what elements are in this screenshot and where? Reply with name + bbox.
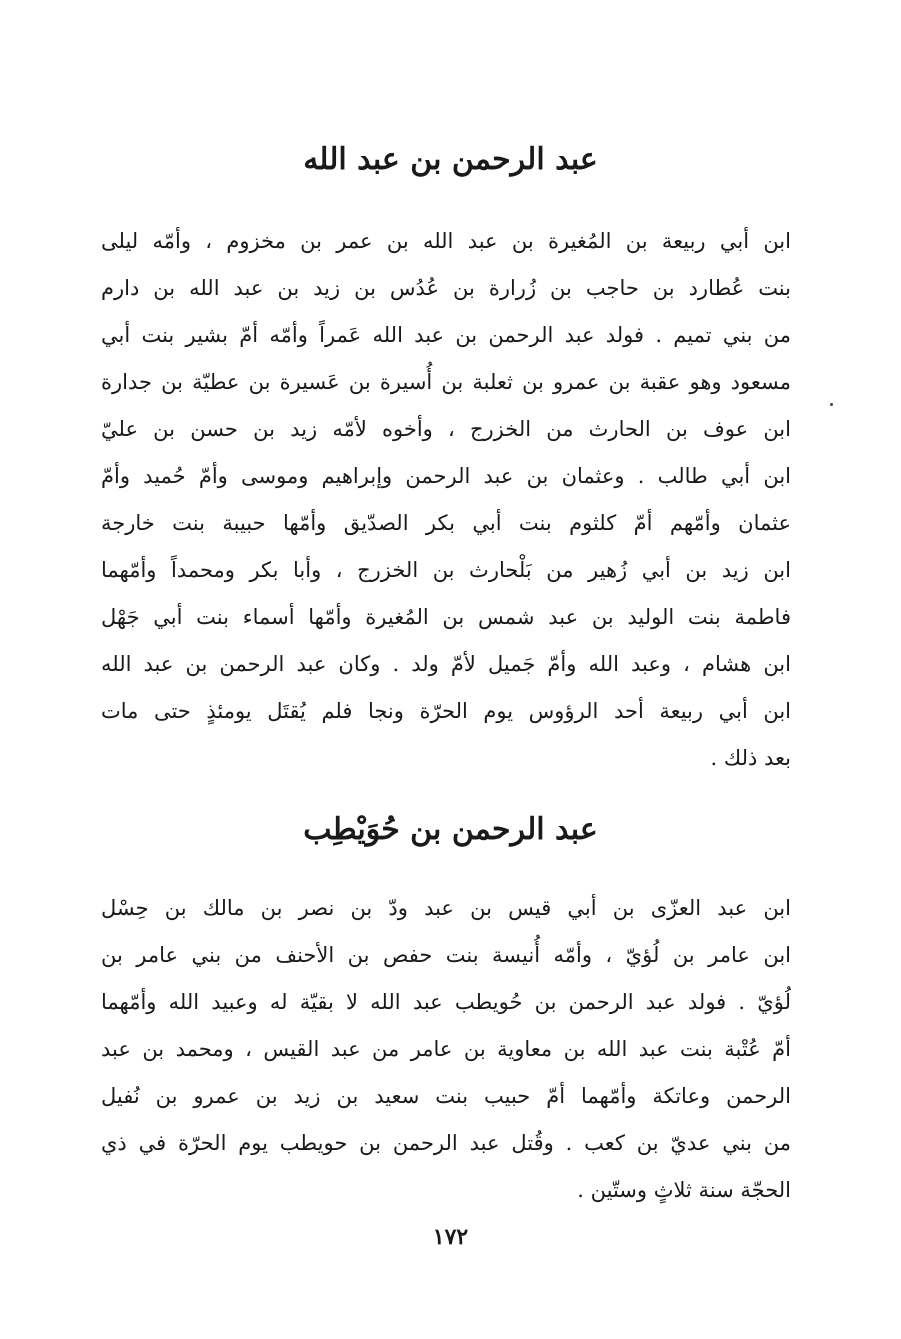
section-body-1 xyxy=(101,218,791,782)
text-line: فاطمة بنت الوليد بن عبد شمس بن المُغيرة وأمّها أسماء بنت أبي جَهْل xyxy=(101,605,791,629)
section-body-2 xyxy=(101,885,791,1214)
page-number: ١٧٢ xyxy=(432,1224,469,1250)
section-title-1: عبد الرحمن بن عبد الله xyxy=(303,142,598,177)
text-line: بعد ذلك . xyxy=(710,746,791,770)
text-line: ابن عامر بن لُؤيّ ، وأمّه أُنيسة بنت حفص بن الأحنف من بني عامر بن xyxy=(101,943,791,967)
text-line: الرحمن وعاتكة وأمّهما أمّ حبيب بنت سعيد بن زيد بن عمرو بن نُفيل xyxy=(101,1084,791,1108)
text-line: ابن هشام ، وعبد الله وأمّ جَميل لأمّ ولد . وكان عبد الرحمن بن عبد الله xyxy=(101,652,791,676)
text-line: ابن زيد بن أبي زُهير من بَلْحارث بن الخزرج ، وأبا بكر ومحمداً وأمّهما xyxy=(101,558,791,582)
text-line: ابن عبد العزّى بن أبي قيس بن عبد ودّ بن نصر بن مالك بن حِسْل xyxy=(101,896,791,920)
text-line: ابن أبي ربيعة بن المُغيرة بن عبد الله بن عمر بن مخزوم ، وأمّه ليلى xyxy=(101,229,791,253)
margin-mark xyxy=(830,403,833,406)
text-line: ابن عوف بن الحارث من الخزرج ، وأخوه لأمّه زيد بن حسن بن عليّ xyxy=(101,417,791,441)
text-line: ابن أبي طالب . وعثمان بن عبد الرحمن وإبراهيم وموسى وأمّ حُميد وأمّ xyxy=(101,464,791,488)
text-line: الحجّة سنة ثلاثٍ وستّين . xyxy=(577,1178,791,1202)
text-line: من بني تميم . فولد عبد الرحمن بن عبد الله عَمراً وأمّه أمّ بشير بنت أبي xyxy=(101,323,791,347)
text-line: عثمان وأمّهم أمّ كلثوم بنت أبي بكر الصدّيق وأمّها حبيبة بنت خارجة xyxy=(101,511,791,535)
text-line: لُؤيّ . فولد عبد الرحمن بن حُويطب عبد الله لا بقيّة له وعبيد الله وأمّهما xyxy=(101,990,791,1014)
text-line: بنت عُطارد بن حاجب بن زُرارة بن عُدُس بن زيد بن عبد الله بن دارم xyxy=(101,276,791,300)
text-line: أمّ عُتْبة بنت عبد الله بن معاوية بن عامر من عبد القيس ، ومحمد بن عبد xyxy=(101,1037,791,1061)
text-line: ابن أبي ربيعة أحد الرؤوس يوم الحرّة ونجا فلم يُقتَل يومئذٍ حتى مات xyxy=(101,699,791,723)
section-title-2: عبد الرحمن بن حُوَيْطِب xyxy=(303,812,598,847)
text-line: من بني عديّ بن كعب . وقُتل عبد الرحمن بن حويطب يوم الحرّة في ذي xyxy=(101,1131,791,1155)
text-line: مسعود وهو عقبة بن عمرو بن ثعلبة بن أُسيرة بن عَسيرة بن عطيّة بن جدارة xyxy=(101,370,791,394)
